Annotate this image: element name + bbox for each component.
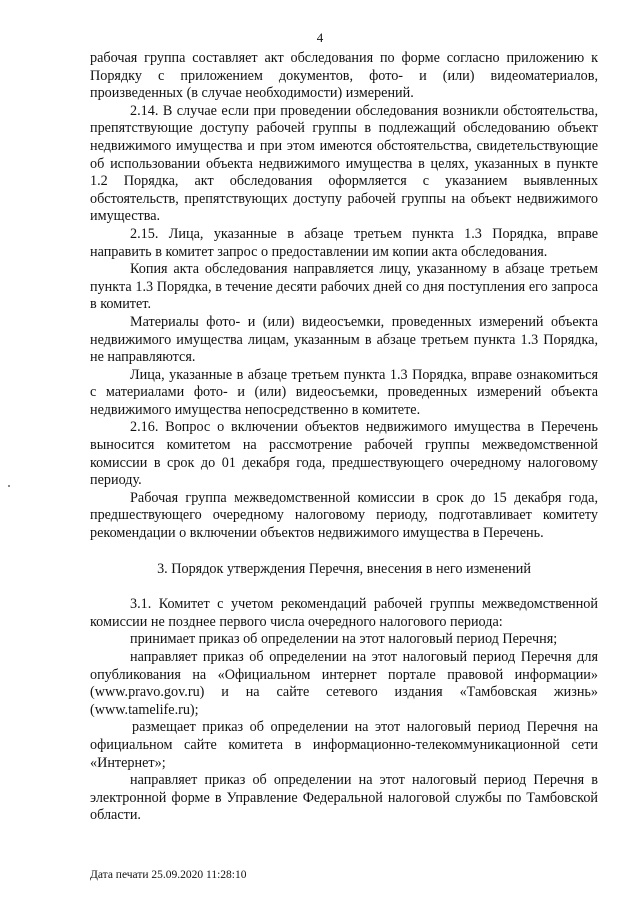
paragraph-materials: Материалы фото- и (или) видеосъемки, проведенных измерений объекта недвижимого имущества лицам, указанным в абзаце третьем пункта 1.3 Порядка, не направляются.: [90, 313, 598, 366]
paragraph-act-copy: Копия акта обследования направляется лицу, указанному в абзаце третьем пункта 1.3 Порядка, в течение десяти рабочих дней со дня поступления его запроса в комитет.: [90, 261, 598, 313]
document-body: [90, 50, 598, 825]
paragraph-3-1: 3.1. Комитет с учетом рекомендаций рабочей группы межведомственной комиссии не позднее первого числа очередного налогового периода:: [90, 596, 598, 630]
list-item-adopts-order: принимает приказ об определении на этот налоговый период Перечня;: [130, 631, 558, 648]
print-date-footer: Дата печати 25.09.2020 11:28:10: [90, 869, 247, 881]
page-number: 4: [316, 30, 324, 45]
paragraph-2-15: 2.15. Лица, указанные в абзаце третьем пункта 1.3 Порядка, вправе направить в комитет запрос о предоставлении им копии акта обследования.: [90, 225, 598, 260]
paragraph-2-13-end: рабочая группа составляет акт обследования по форме согласно приложению к Порядку с приложением документов, фото- и (или) видеоматериалов, произведенных (в случае необходимости) измерений.: [90, 50, 598, 102]
list-item-posts-on-site: размещает приказ об определении на этот налоговый период Перечня на официальном сайте комитета в информационно-телекоммуникационной сети «Интернет»;: [90, 719, 598, 771]
scan-artifact: [8, 485, 10, 487]
paragraph-2-14: 2.14. В случае если при проведении обследования возникли обстоятельства, препятствующие доступу рабочей группы в подлежащий обследованию объект недвижимого имущества и при этом имеются обстоятельства, свидетельствующие об использовании объекта недвижимого имущества в целях, указанных в пункте 1.2 Порядка, акт обследования оформляется с указанием выявленных обстоятельств, препятствующих доступу рабочей группы на объект недвижимого имущества.: [90, 102, 598, 225]
section-heading: 3. Порядок утверждения Перечня, внесения в него изменений: [157, 560, 531, 577]
list-item-sends-for-publication: направляет приказ об определении на этот налоговый период Перечня для опубликования на «Официальном интернет портале правовой информации» (www.pravo.gov.ru) и на сайте сетевого издания «Тамбовская жизнь» (www.tamelife.ru);: [90, 649, 598, 718]
list-item-sends-to-tax-service: направляет приказ об определении на этот налоговый период Перечня в электронной форме в Управление Федеральной налоговой службы по Тамбовской области.: [90, 772, 598, 824]
paragraph-review-rights: Лица, указанные в абзаце третьем пункта 1.3 Порядка, вправе ознакомиться с материалами фото- и (или) видеосъемки, проведенных измерений объекта недвижимого имущества непосредственно в комитете.: [90, 366, 598, 418]
paragraph-2-16: 2.16. Вопрос о включении объектов недвижимого имущества в Перечень выносится комитетом на рассмотрение рабочей группы межведомственной комиссии в срок до 01 декабря года, предшествующего очередному налоговому периоду.: [90, 419, 598, 489]
paragraph-working-group: Рабочая группа межведомственной комиссии в срок до 15 декабря года, предшествующего очередному налоговому периоду, подготавливает комитету рекомендации о включении объектов недвижимого имущества в Перечень.: [90, 489, 598, 542]
